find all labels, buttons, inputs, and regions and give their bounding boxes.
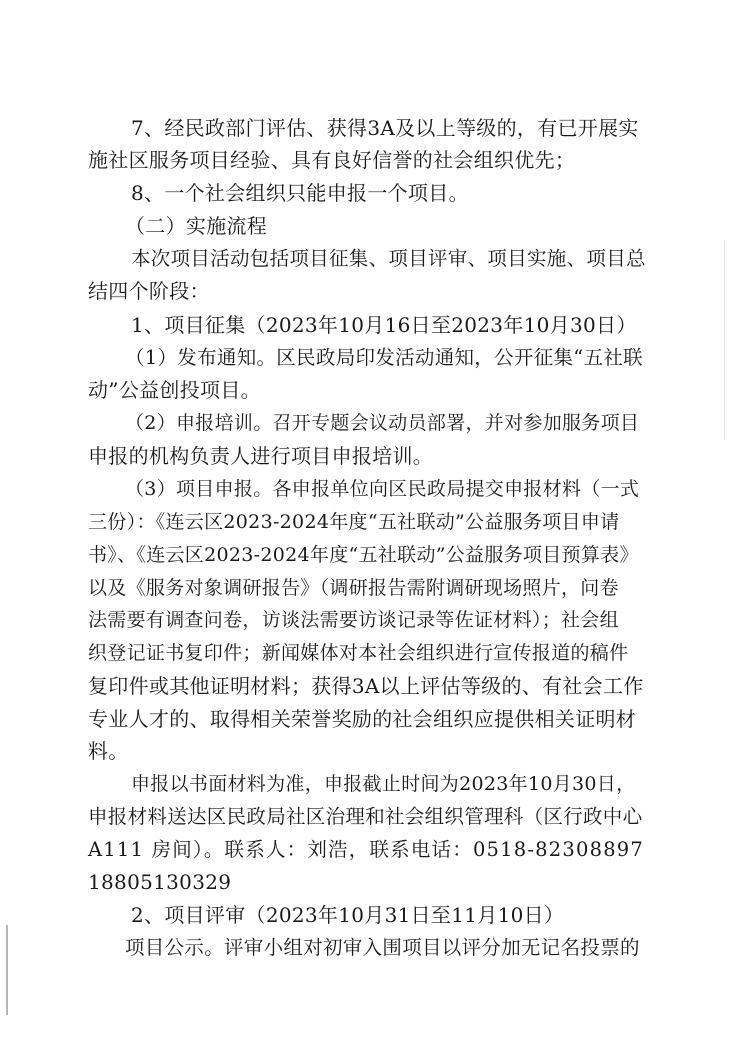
paragraph-line: 动”公益创投项目。 xyxy=(88,378,261,402)
paragraph-line: 1、项目征集（2023年10月16日至2023年10月30日） xyxy=(131,313,637,337)
paragraph-line: 专业人才的、取得相关荣誉奖励的社会组织应提供相关证明材 xyxy=(88,707,637,731)
paragraph-line: 三份）：《连云区2023-2024年度“五社联动”公益服务项目申请 xyxy=(88,511,620,533)
paragraph-line: 本次项目活动包括项目征集、项目评审、项目实施、项目总 xyxy=(131,247,646,270)
paragraph-line: 结四个阶段： xyxy=(88,279,210,303)
paragraph-line: 料。 xyxy=(88,739,129,763)
paragraph-line: 书》、《连云区2023-2024年度“五社联动”公益服务项目预算表》 xyxy=(88,544,639,566)
paragraph-line: 复印件或其他证明材料；获得3A以上评估等级的、有社会工作 xyxy=(88,674,644,698)
paragraph-line: （1）发布通知。区民政局印发活动通知，公开征集“五社联 xyxy=(125,346,643,369)
paragraph-line: 施社区服务项目经验、具有良好信誉的社会组织优先； xyxy=(88,148,576,172)
scan-fold-mark xyxy=(724,240,725,440)
paragraph-line: 法需要有调查问卷，访谈法需要访谈记录等佐证材料）；社会组 xyxy=(88,609,619,631)
paragraph-line: 申报的机构负责人进行项目申报培训。 xyxy=(88,444,434,468)
paragraph-line: 申报以书面材料为准，申报截止时间为2023年10月30日， xyxy=(131,773,636,795)
paragraph-line: （3）项目申报。各申报单位向区民政局提交申报材料（一式 xyxy=(125,478,640,500)
paragraph-line: 项目公示。评审小组对初审入围项目以评分加无记名投票的 xyxy=(125,936,640,959)
paragraph-line: （2）申报培训。召开专题会议动员部署，并对参加服务项目 xyxy=(125,412,640,434)
scan-edge-mark xyxy=(6,925,8,1015)
paragraph-line: 以及《服务对象调研报告》（调研报告需附调研现场照片，问卷 xyxy=(88,577,619,599)
paragraph-line: 18805130329 xyxy=(88,870,232,894)
paragraph-line: 2、项目评审（2023年10月31日至11月10日） xyxy=(131,903,565,927)
paragraph-line: 7、经民政部门评估、获得3A及以上等级的，有已开展实 xyxy=(131,116,639,140)
section-heading: （二）实施流程 xyxy=(125,214,268,238)
paragraph-line: 8、一个社会组织只能申报一个项目。 xyxy=(131,181,469,205)
paragraph-line: 织登记证书复印件；新闻媒体对本社会组织进行宣传报道的稿件 xyxy=(88,642,629,664)
paragraph-line: A111 房间）。联系人：刘浩，联系电话：0518-82308897 xyxy=(88,838,645,861)
paragraph-line: 申报材料送达区民政局社区治理和社会组织管理科（区行政中心 xyxy=(88,805,643,828)
